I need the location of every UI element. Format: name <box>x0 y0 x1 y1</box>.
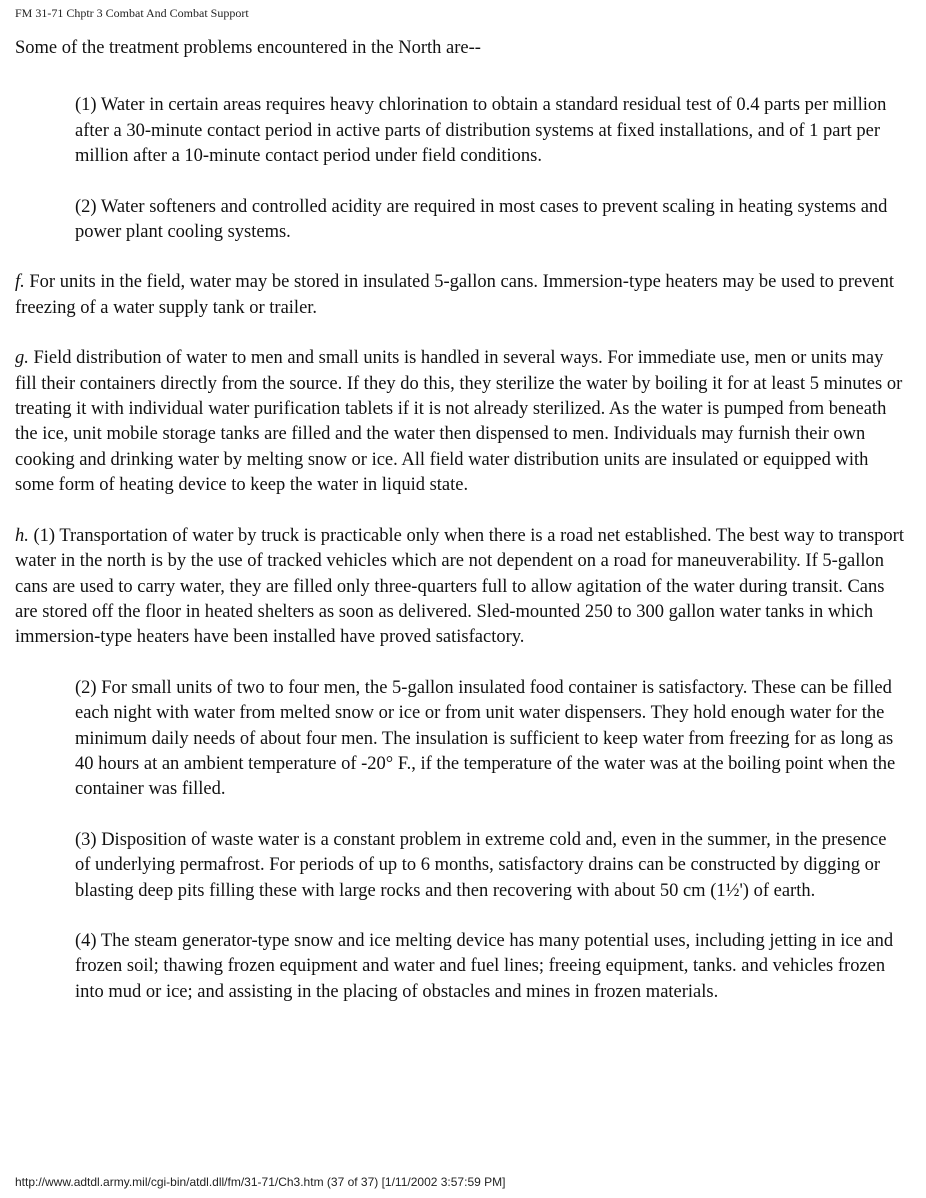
paragraph-h-text: (1) Transportation of water by truck is practicable only when there is a road net established. The best way to transport water in the north is by the use of tracked vehicles which are not dependent on a road for maneuverability. If 5-gallon cans are used to carry water, they are filled only three-quarters full to allow agitation of the water during transit. Cans are stored off the floor in heated shelters as soon as delivered. Sled-mounted 250 to 300 gallon water tanks in which immersion-type heaters have been installed have proved satisfactory. <box>15 525 904 648</box>
document-body <box>15 36 905 1030</box>
sub-paragraph-2: (2) Water softeners and controlled acidity are required in most cases to prevent scaling in heating systems and power plant cooling systems. <box>75 196 888 243</box>
paragraph-f-label: f. <box>15 272 25 293</box>
sub-paragraph-h-2: (2) For small units of two to four men, the 5-gallon insulated food container is satisfactory. These can be filled each night with water from melted snow or ice or from unit water dispensers. They hold enough water for the minimum daily needs of about four men. The insulation is sufficient to keep water from freezing for as long as 40 hours at an ambient temperature of -20° F., if the temperature of the water was at the boiling point when the container was filled. <box>75 677 896 800</box>
intro-paragraph: Some of the treatment problems encountered in the North are-- <box>15 38 481 58</box>
paragraph-f <box>15 270 905 321</box>
paragraph-g <box>15 346 905 498</box>
paragraph-g-text: Field distribution of water to men and small units is handled in several ways. For immediate use, men or units may fill their containers directly from the source. If they do this, they sterilize the water by boiling it for at least 5 minutes or treating it with individual water purification tablets if it is not already sterilized. As the water is pumped from beneath the ice, unit mobile storage tanks are filled and the water then dispensed to men. Individuals may furnish their own cooking and drinking water by melting snow or ice. All field water distribution units are insulated or equipped with some form of heating device to keep the water in liquid state. <box>15 348 903 496</box>
page-header: FM 31-71 Chptr 3 Combat And Combat Support <box>15 6 249 20</box>
paragraph-h-label: h. <box>15 525 29 546</box>
sub-paragraph-1: (1) Water in certain areas requires heavy chlorination to obtain a standard residual test of 0.4 parts per million after a 30-minute contact period in active parts of distribution systems at fixed installations, and of 1 part per million after a 10-minute contact period under field conditions. <box>75 95 887 167</box>
paragraph-h <box>15 524 905 651</box>
paragraph-f-text: For units in the field, water may be stored in insulated 5-gallon cans. Immersion-type heaters may be used to prevent freezing of a water supply tank or trailer. <box>15 272 895 318</box>
paragraph-g-label: g. <box>15 348 29 369</box>
sub-paragraph-h-4: (4) The steam generator-type snow and ice melting device has many potential uses, including jetting in ice and frozen soil; thawing frozen equipment and water and fuel lines; freeing equipment, tanks. and vehicles frozen into mud or ice; and assisting in the placing of obstacles and mines in frozen materials. <box>75 930 894 1002</box>
page-footer-url: http://www.adtdl.army.mil/cgi-bin/atdl.dll/fm/31-71/Ch3.htm (37 of 37) [1/11/2002 3:57:59 PM] <box>15 1175 506 1189</box>
sub-paragraph-h-3: (3) Disposition of waste water is a constant problem in extreme cold and, even in the summer, in the presence of underlying permafrost. For periods of up to 6 months, satisfactory drains can be constructed by digging or blasting deep pits filling these with large rocks and then recovering with about 50 cm (1½') of earth. <box>75 829 887 901</box>
